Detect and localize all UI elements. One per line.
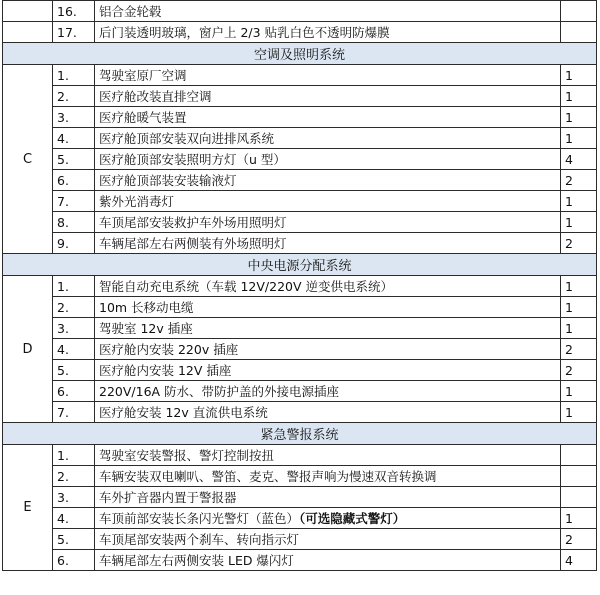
item-number: 17. — [53, 22, 95, 43]
section-code: C — [3, 65, 53, 254]
section-code: E — [3, 445, 53, 571]
item-quantity: 2 — [561, 233, 597, 254]
item-description: 医疗舱内安装 12V 插座 — [95, 360, 561, 381]
item-description: 车外扩音器内置于警报器 — [95, 487, 561, 508]
table-row — [3, 487, 597, 508]
table-row — [3, 128, 597, 149]
item-quantity — [561, 22, 597, 43]
item-quantity — [561, 487, 597, 508]
item-description: 车辆尾部左右两侧装有外场照明灯 — [95, 233, 561, 254]
item-description: 驾驶室安装警报、警灯控制按扭 — [95, 445, 561, 466]
section-heading: 空调及照明系统 — [3, 43, 597, 65]
table-row — [3, 212, 597, 233]
item-quantity: 1 — [561, 381, 597, 402]
item-quantity: 2 — [561, 339, 597, 360]
item-quantity: 1 — [561, 508, 597, 529]
item-number: 4. — [53, 339, 95, 360]
item-number: 2. — [53, 86, 95, 107]
item-number: 1. — [53, 445, 95, 466]
table-row — [3, 318, 597, 339]
item-quantity: 2 — [561, 529, 597, 550]
table-row — [3, 339, 597, 360]
item-number: 1. — [53, 276, 95, 297]
item-number: 3. — [53, 487, 95, 508]
table-row — [3, 22, 597, 43]
item-number: 6. — [53, 381, 95, 402]
section-code-cell — [3, 22, 53, 43]
section-heading-row — [3, 423, 597, 445]
table-row — [3, 170, 597, 191]
table-row — [3, 360, 597, 381]
item-description — [95, 508, 561, 529]
item-number: 7. — [53, 402, 95, 423]
table-row — [3, 65, 597, 86]
item-number: 3. — [53, 318, 95, 339]
item-number: 1. — [53, 65, 95, 86]
table-row — [3, 529, 597, 550]
section-heading: 中央电源分配系统 — [3, 254, 597, 276]
item-quantity: 1 — [561, 107, 597, 128]
item-description: 驾驶室 12v 插座 — [95, 318, 561, 339]
item-description: 医疗舱顶部安装照明方灯（u 型） — [95, 149, 561, 170]
item-description: 驾驶室原厂空调 — [95, 65, 561, 86]
section-heading-row — [3, 254, 597, 276]
item-quantity: 2 — [561, 170, 597, 191]
section-code: D — [3, 276, 53, 423]
item-description: 智能自动充电系统（车载 12V/220V 逆变供电系统） — [95, 276, 561, 297]
item-description: 车辆安装双电喇叭、警笛、麦克、警报声响为慢速双音转换调 — [95, 466, 561, 487]
item-number: 6. — [53, 550, 95, 571]
table-row — [3, 149, 597, 170]
item-quantity: 1 — [561, 191, 597, 212]
item-description: 紫外光消毒灯 — [95, 191, 561, 212]
item-description: 后门装透明玻璃，窗户上 2/3 贴乳白色不透明防爆膜 — [95, 22, 561, 43]
table-row — [3, 445, 597, 466]
item-quantity: 1 — [561, 318, 597, 339]
item-description: 医疗舱内安装 220v 插座 — [95, 339, 561, 360]
item-quantity: 2 — [561, 360, 597, 381]
item-number: 3. — [53, 107, 95, 128]
item-description: 车顶尾部安装两个刹车、转向指示灯 — [95, 529, 561, 550]
item-number: 5. — [53, 149, 95, 170]
item-number: 6. — [53, 170, 95, 191]
item-number: 2. — [53, 297, 95, 318]
item-quantity: 4 — [561, 550, 597, 571]
table-row — [3, 233, 597, 254]
item-quantity — [561, 466, 597, 487]
item-number: 8. — [53, 212, 95, 233]
item-quantity: 1 — [561, 297, 597, 318]
item-description: 医疗舱安装 12v 直流供电系统 — [95, 402, 561, 423]
item-description-option: （可选隐藏式警灯） — [299, 511, 406, 526]
item-number: 16. — [53, 1, 95, 22]
item-quantity — [561, 1, 597, 22]
section-code-cell — [3, 1, 53, 22]
table-row — [3, 276, 597, 297]
item-description: 医疗舱改装直排空调 — [95, 86, 561, 107]
item-quantity: 4 — [561, 149, 597, 170]
item-number: 2. — [53, 466, 95, 487]
table-row — [3, 1, 597, 22]
item-description-text: 车顶前部安装长条闪光警灯（蓝色） — [99, 511, 300, 526]
item-number: 4. — [53, 128, 95, 149]
item-description: 车辆尾部左右两侧安装 LED 爆闪灯 — [95, 550, 561, 571]
item-number: 4. — [53, 508, 95, 529]
item-description: 10m 长移动电缆 — [95, 297, 561, 318]
item-quantity: 1 — [561, 212, 597, 233]
item-description: 220V/16A 防水、带防护盖的外接电源插座 — [95, 381, 561, 402]
table-row — [3, 381, 597, 402]
item-quantity: 1 — [561, 65, 597, 86]
section-heading: 紧急警报系统 — [3, 423, 597, 445]
item-quantity: 1 — [561, 276, 597, 297]
table-row — [3, 508, 597, 529]
section-heading-row — [3, 43, 597, 65]
item-number: 5. — [53, 360, 95, 381]
table-row — [3, 402, 597, 423]
table-row — [3, 191, 597, 212]
item-description: 医疗舱顶部装安装输液灯 — [95, 170, 561, 191]
item-quantity: 1 — [561, 128, 597, 149]
item-description: 医疗舱顶部安装双向进排风系统 — [95, 128, 561, 149]
table-row — [3, 86, 597, 107]
item-description: 车顶尾部安装救护车外场用照明灯 — [95, 212, 561, 233]
item-quantity — [561, 445, 597, 466]
item-number: 7. — [53, 191, 95, 212]
item-description: 医疗舱暖气装置 — [95, 107, 561, 128]
item-number: 9. — [53, 233, 95, 254]
table-row — [3, 550, 597, 571]
item-number: 5. — [53, 529, 95, 550]
item-quantity: 1 — [561, 402, 597, 423]
item-description: 铝合金轮毂 — [95, 1, 561, 22]
item-quantity: 1 — [561, 86, 597, 107]
table-row — [3, 466, 597, 487]
table-row — [3, 297, 597, 318]
table-row — [3, 107, 597, 128]
equipment-spec-table — [2, 0, 597, 571]
